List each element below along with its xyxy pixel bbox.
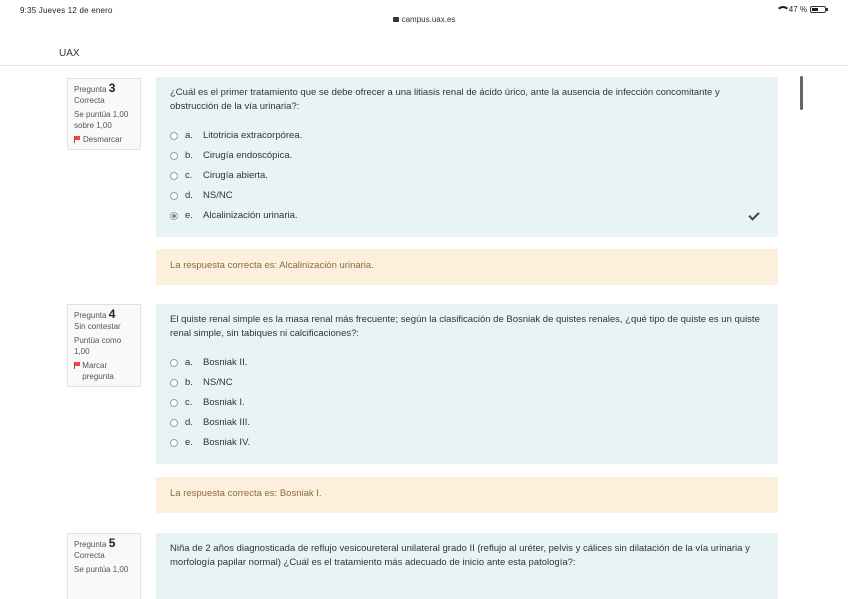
status-bar: [0, 0, 848, 26]
answer-option[interactable]: a. Litotricia extracorpórea.: [170, 126, 764, 146]
radio-icon[interactable]: [170, 132, 178, 140]
lock-icon: [393, 17, 399, 22]
status-time: 9:35 Jueves 12 de enero: [20, 6, 113, 15]
site-navbar: [0, 44, 848, 66]
question-number: Pregunta 5: [74, 536, 116, 550]
question-info-3: [67, 78, 141, 150]
question-content-4: [156, 304, 778, 464]
answer-option[interactable]: d. NS/NC: [170, 186, 764, 206]
correct-answer-feedback-4: La respuesta correcta es: Bosniak I.: [156, 477, 778, 513]
question-text: ¿Cuál es el primer tratamiento que se debe ofrecer a una litiasis renal de ácido úrico, ante la ausencia de infección concomitante y obstrucción de la vía urinaria?:: [170, 87, 720, 112]
address-url: campus.uax.es: [401, 15, 456, 24]
wifi-icon: [776, 6, 786, 14]
question-content-5: [156, 533, 778, 599]
check-icon: [750, 210, 760, 218]
flag-label: Desmarcar: [83, 135, 123, 144]
radio-icon[interactable]: [170, 172, 178, 180]
question-number: Pregunta 3: [74, 81, 116, 95]
radio-icon[interactable]: [170, 419, 178, 427]
answer-option[interactable]: b. Cirugía endoscópica.: [170, 146, 764, 166]
question-state: Correcta: [74, 96, 105, 105]
correct-answer-feedback-3: La respuesta correcta es: Alcalinización urinaria.: [156, 249, 778, 285]
answer-option[interactable]: c. Cirugía abierta.: [170, 166, 764, 186]
flag-question-button[interactable]: [74, 360, 134, 382]
answer-option-selected[interactable]: e. Alcalinización urinaria.: [170, 206, 764, 226]
question-state: Sin contestar: [74, 322, 121, 331]
answer-option[interactable]: c. Bosniak I.: [170, 393, 764, 413]
answer-option[interactable]: d. Bosniak III.: [170, 413, 764, 433]
question-text: El quiste renal simple es la masa renal más frecuente; según la clasificación de Bosniak de quistes renales, ¿qué tipo de quiste es un quiste renal simple, sin tabiques ni calcificaciones?:: [170, 314, 760, 339]
question-grade: Se puntúa 1,00: [74, 565, 129, 574]
radio-icon[interactable]: [170, 212, 178, 220]
radio-icon[interactable]: [170, 192, 178, 200]
answer-option[interactable]: b. NS/NC: [170, 373, 764, 393]
question-info-4: [67, 304, 141, 387]
answer-option[interactable]: a. Bosniak II.: [170, 353, 764, 373]
question-state: Correcta: [74, 551, 105, 560]
flag-icon: [74, 362, 79, 369]
radio-icon[interactable]: [170, 379, 178, 387]
radio-icon[interactable]: [170, 439, 178, 447]
radio-icon[interactable]: [170, 399, 178, 407]
question-grade: Se puntúa 1,00 sobre 1,00: [74, 110, 129, 130]
radio-icon[interactable]: [170, 152, 178, 160]
answer-option[interactable]: e. Bosniak IV.: [170, 433, 764, 453]
radio-icon[interactable]: [170, 359, 178, 367]
site-brand[interactable]: UAX: [59, 48, 80, 59]
status-indicators: [776, 5, 826, 14]
question-content-3: [156, 77, 778, 237]
scrollbar-thumb[interactable]: [800, 76, 803, 110]
battery-icon: [810, 6, 826, 13]
question-text: Niña de 2 años diagnosticada de reflujo vesicoureteral unilateral grado II (reflujo al uréter, pelvis y cálices sin dilatación de la vía urinaria y morfología papilar normal) ¿Cuál es el tratamiento más adecuado de inicio ante esta patología?:: [170, 543, 750, 568]
flag-icon: [74, 136, 80, 143]
battery-percent: 47 %: [788, 5, 807, 14]
address-bar[interactable]: [0, 15, 848, 24]
flag-label: Marcar pregunta: [82, 361, 114, 381]
flag-question-button[interactable]: [74, 134, 134, 145]
question-grade: Puntúa como 1,00: [74, 336, 122, 356]
question-info-5: [67, 533, 141, 599]
question-number: Pregunta 4: [74, 307, 116, 321]
